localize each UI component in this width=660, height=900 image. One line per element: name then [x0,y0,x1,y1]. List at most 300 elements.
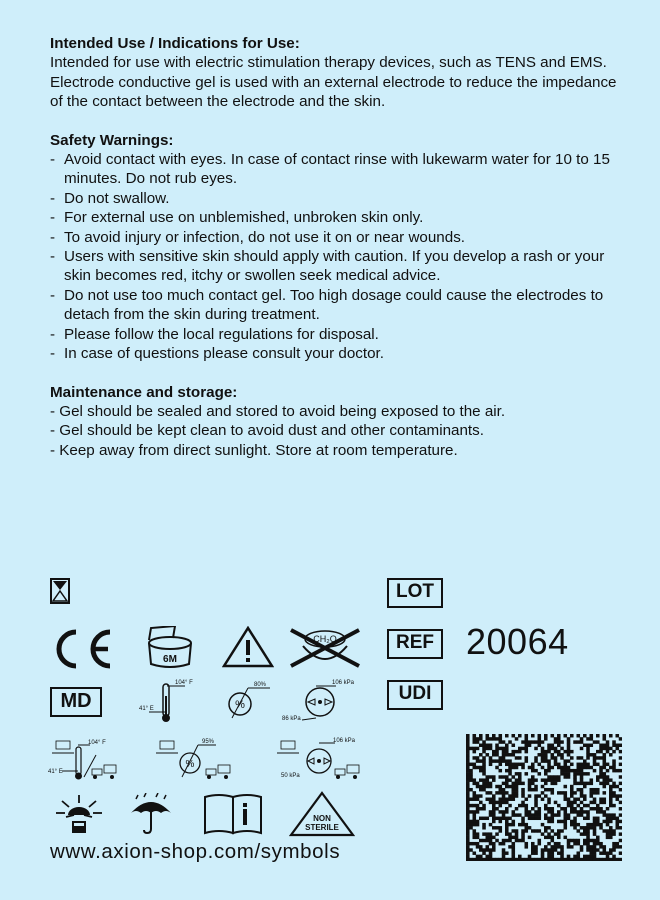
datamatrix-module [473,836,477,839]
datamatrix-module [534,788,538,791]
datamatrix-module [577,855,581,858]
safety-section [50,131,630,364]
datamatrix-module [486,858,490,861]
datamatrix-module [534,759,538,762]
datamatrix-module [521,829,525,832]
datamatrix-module [603,845,607,848]
datamatrix-module [489,842,493,845]
datamatrix-module [505,801,509,804]
datamatrix-module [515,829,519,832]
datamatrix-module [466,820,470,823]
datamatrix-module [554,775,558,778]
datamatrix-module [512,845,516,848]
datamatrix-module [606,817,610,820]
datamatrix-module [599,826,603,829]
datamatrix-module [515,737,519,740]
datamatrix-module [580,848,584,851]
datamatrix-module [596,778,600,781]
datamatrix-module [609,794,613,797]
datamatrix-module [551,807,555,810]
datamatrix-module [528,858,532,861]
datamatrix-module [521,766,525,769]
datamatrix-module [538,858,542,861]
datamatrix-module [466,747,470,750]
datamatrix-module [596,775,600,778]
datamatrix-module [534,845,538,848]
datamatrix-module [473,763,477,766]
datamatrix-module [567,740,571,743]
datamatrix-module [486,848,490,851]
datamatrix-module [534,769,538,772]
datamatrix-module [586,829,590,832]
datamatrix-module [573,855,577,858]
datamatrix-module [531,858,535,861]
datamatrix-module [583,772,587,775]
datamatrix-module [482,788,486,791]
datamatrix-module [567,737,571,740]
datamatrix-module [534,829,538,832]
pressure-icon [282,678,362,724]
datamatrix-module [499,826,503,829]
datamatrix-module [612,791,616,794]
datamatrix-module [479,801,483,804]
datamatrix-module [515,807,519,810]
datamatrix-module [547,826,551,829]
pressure-high-label: 106 kPa [332,680,355,686]
datamatrix-module [612,848,616,851]
datamatrix-module [515,750,519,753]
datamatrix-module [603,734,607,737]
safety-item: - Users with sensitive skin should apply with caution. If you develop a rash or your skin becomes red, itchy or swollen seek medical advice. [50,247,630,286]
datamatrix-module [505,775,509,778]
datamatrix-module [557,744,561,747]
sunlight-icon [54,793,104,835]
datamatrix-module [489,851,493,854]
datamatrix-module [573,791,577,794]
datamatrix-module [476,794,480,797]
datamatrix-module [573,826,577,829]
datamatrix-module [612,785,616,788]
datamatrix-module [619,858,622,861]
datamatrix-module [606,740,610,743]
datamatrix-module [612,858,616,861]
datamatrix-module [603,813,607,816]
datamatrix-module [525,810,529,813]
datamatrix-module [482,772,486,775]
datamatrix-module [609,791,613,794]
datamatrix-module [512,744,516,747]
datamatrix-module [564,785,568,788]
datamatrix-module [603,791,607,794]
datamatrix-module [466,855,470,858]
datamatrix-module [567,747,571,750]
datamatrix-module [560,756,564,759]
datamatrix-module [466,845,470,848]
datamatrix-module [518,778,522,781]
datamatrix-module [570,750,574,753]
datamatrix-module [557,740,561,743]
datamatrix-module [499,858,503,861]
datamatrix-module [505,778,509,781]
datamatrix-module [551,813,555,816]
datamatrix-module [619,756,622,759]
datamatrix-module [547,788,551,791]
datamatrix-module [473,820,477,823]
datamatrix-module [492,826,496,829]
datamatrix-module [528,766,532,769]
datamatrix-module [489,858,493,861]
datamatrix-module [512,782,516,785]
datamatrix-module [603,744,607,747]
datamatrix-module [612,769,616,772]
datamatrix-module [489,744,493,747]
symbols-url[interactable]: www.axion-shop.com/symbols [50,840,341,863]
datamatrix-module [603,829,607,832]
datamatrix-module [551,753,555,756]
datamatrix-module [505,759,509,762]
datamatrix-module [544,769,548,772]
datamatrix-module [508,858,512,861]
datamatrix-module [619,832,622,835]
datamatrix-module [499,759,503,762]
datamatrix-module [512,823,516,826]
datamatrix-module [482,804,486,807]
temp-low-label: 41° E [139,706,154,712]
datamatrix-module [466,813,470,816]
datamatrix-module [554,756,558,759]
datamatrix-module [551,782,555,785]
datamatrix-module [512,810,516,813]
datamatrix-module [492,858,496,861]
datamatrix-module [534,858,538,861]
datamatrix-module [469,810,473,813]
datamatrix-module [593,759,597,762]
datamatrix-module [573,798,577,801]
datamatrix-module [573,858,577,861]
datamatrix-module [583,817,587,820]
datamatrix-module [551,810,555,813]
datamatrix-module [521,791,525,794]
datamatrix-module [534,804,538,807]
datamatrix-module [603,737,607,740]
datamatrix-module [515,794,519,797]
datamatrix-module [508,845,512,848]
datamatrix-module [560,820,564,823]
datamatrix-module [473,810,477,813]
datamatrix-module [538,744,542,747]
datamatrix-module [482,839,486,842]
datamatrix-module [593,826,597,829]
datamatrix-module [590,744,594,747]
datamatrix-module [554,801,558,804]
datamatrix-module [573,807,577,810]
datamatrix-module [599,810,603,813]
datamatrix-module [466,740,470,743]
datamatrix-module [586,813,590,816]
datamatrix-module [560,753,564,756]
datamatrix-module [482,756,486,759]
datamatrix-module [466,801,470,804]
datamatrix-module [476,737,480,740]
datamatrix-module [541,750,545,753]
datamatrix-module [593,820,597,823]
datamatrix-module [508,766,512,769]
datamatrix-module [580,845,584,848]
datamatrix-module [528,782,532,785]
datamatrix-module [502,791,506,794]
datamatrix-module [489,782,493,785]
pressure-low-label: 86 kPa [282,716,301,722]
datamatrix-module [482,766,486,769]
datamatrix-module [596,788,600,791]
datamatrix-module [492,753,496,756]
datamatrix-module [619,845,622,848]
datamatrix-module [583,766,587,769]
datamatrix-module [466,832,470,835]
datamatrix-module [508,769,512,772]
datamatrix-module [606,855,610,858]
datamatrix-module [476,785,480,788]
datamatrix-module [473,737,477,740]
datamatrix-module [492,810,496,813]
datamatrix-module [551,855,555,858]
datamatrix-module [534,756,538,759]
datamatrix-module [567,813,571,816]
datamatrix-module [518,750,522,753]
datamatrix-module [486,753,490,756]
datamatrix-module [586,817,590,820]
datamatrix-module [473,794,477,797]
datamatrix-module [560,848,564,851]
datamatrix-module [531,807,535,810]
datamatrix-module [547,842,551,845]
datamatrix-module [606,820,610,823]
datamatrix-module [505,810,509,813]
datamatrix-module [534,851,538,854]
datamatrix-module [469,826,473,829]
datamatrix-module [609,747,613,750]
datamatrix-module [492,845,496,848]
datamatrix-module [580,791,584,794]
datamatrix-module [593,855,597,858]
datamatrix-module [466,753,470,756]
datamatrix-module [580,756,584,759]
datamatrix-module [505,734,509,737]
datamatrix-module [479,848,483,851]
datamatrix-module [499,829,503,832]
datamatrix-module [525,813,529,816]
datamatrix-module [505,750,509,753]
datamatrix-module [593,798,597,801]
datamatrix-module [505,823,509,826]
datamatrix-module [489,855,493,858]
datamatrix-module [515,785,519,788]
datamatrix-module [492,807,496,810]
datamatrix-module [489,836,493,839]
datamatrix-module [531,842,535,845]
datamatrix-module [473,823,477,826]
datamatrix-module [505,826,509,829]
datamatrix-module [541,851,545,854]
datamatrix-module [557,763,561,766]
datamatrix-module [515,788,519,791]
datamatrix-module [596,839,600,842]
datamatrix-module [528,794,532,797]
datamatrix-module [616,744,620,747]
datamatrix-module [583,734,587,737]
datamatrix-module [482,851,486,854]
datamatrix-module [547,778,551,781]
keep-dry-icon [128,793,174,835]
datamatrix-module [499,810,503,813]
datamatrix-module [492,817,496,820]
datamatrix-module [466,759,470,762]
datamatrix-module [489,737,493,740]
datamatrix-module [534,801,538,804]
datamatrix-module [596,734,600,737]
datamatrix-module [554,737,558,740]
datamatrix-module [593,801,597,804]
datamatrix-module [593,832,597,835]
datamatrix-module [482,763,486,766]
datamatrix-module [593,740,597,743]
datamatrix-module [564,750,568,753]
datamatrix-module [466,798,470,801]
datamatrix-module [580,794,584,797]
datamatrix-module [486,836,490,839]
datamatrix-module [479,788,483,791]
transport-pressure-high-label: 106 kPa [333,738,356,744]
datamatrix-module [612,782,616,785]
safety-item: - Do not use too much contact gel. Too high dosage could cause the electrodes to detach from the skin during treatment. [50,286,630,325]
datamatrix-module [512,763,516,766]
datamatrix-module [590,858,594,861]
datamatrix-module [489,759,493,762]
datamatrix-module [583,858,587,861]
datamatrix-module [531,775,535,778]
datamatrix-module [525,740,529,743]
datamatrix-module [603,798,607,801]
datamatrix-module [534,813,538,816]
datamatrix-module [479,759,483,762]
datamatrix-module [521,839,525,842]
datamatrix-module [492,734,496,737]
datamatrix-module [593,763,597,766]
datamatrix-module [492,798,496,801]
safety-list [50,150,630,363]
datamatrix-module [466,807,470,810]
datamatrix-module [466,763,470,766]
datamatrix-module [593,753,597,756]
datamatrix-module [544,778,548,781]
non-sterile-line2: STERILE [305,823,339,832]
datamatrix-module [508,823,512,826]
datamatrix-module [570,756,574,759]
datamatrix-module [560,766,564,769]
datamatrix-module [586,750,590,753]
safety-item: - Please follow the local regulations for disposal. [50,325,630,344]
thermometer-icon [135,678,205,724]
datamatrix-module [486,785,490,788]
datamatrix-module [495,737,499,740]
datamatrix-module [476,807,480,810]
datamatrix-module [580,763,584,766]
datamatrix-module [538,829,542,832]
datamatrix-module [619,794,622,797]
datamatrix-module [521,836,525,839]
datamatrix-module [525,842,529,845]
datamatrix-module [577,842,581,845]
datamatrix-module [619,769,622,772]
datamatrix-module [593,858,597,861]
datamatrix-module [518,756,522,759]
datamatrix-module [612,750,616,753]
datamatrix-module [590,807,594,810]
datamatrix-module [580,772,584,775]
maintenance-item: - Gel should be kept clean to avoid dust and other contaminants. [50,422,484,440]
datamatrix-module [502,794,506,797]
datamatrix-module [534,747,538,750]
datamatrix-module [492,801,496,804]
datamatrix-module [586,747,590,750]
datamatrix-module [593,851,597,854]
datamatrix-module [512,813,516,816]
datamatrix-module [573,782,577,785]
datamatrix-module [512,851,516,854]
datamatrix-module [476,845,480,848]
datamatrix-module [495,817,499,820]
datamatrix-module [489,823,493,826]
datamatrix-module [590,778,594,781]
datamatrix-module [541,823,545,826]
datamatrix-module [606,769,610,772]
datamatrix-module [512,753,516,756]
datamatrix-module [606,829,610,832]
datamatrix-module [606,858,610,861]
datamatrix-module [495,839,499,842]
datamatrix-module [502,740,506,743]
warning-triangle-icon [222,626,274,668]
datamatrix-module [567,753,571,756]
datamatrix-module [596,842,600,845]
datamatrix-module [554,845,558,848]
datamatrix-module [606,782,610,785]
datamatrix-module [489,747,493,750]
datamatrix-module [473,747,477,750]
datamatrix-module [499,769,503,772]
datamatrix-module [616,769,620,772]
datamatrix-module [596,791,600,794]
datamatrix-module [492,813,496,816]
datamatrix-module [473,817,477,820]
datamatrix-module [580,788,584,791]
datamatrix-module [599,823,603,826]
datamatrix-module [564,826,568,829]
datamatrix-module [570,858,574,861]
datamatrix-module [508,798,512,801]
datamatrix-module [508,778,512,781]
datamatrix-module [590,753,594,756]
datamatrix-module [466,782,470,785]
datamatrix-module [473,756,477,759]
datamatrix-module [538,807,542,810]
no-formaldehyde-icon [285,624,365,670]
datamatrix-module [505,763,509,766]
datamatrix-module [606,778,610,781]
datamatrix-module [593,791,597,794]
datamatrix-module [583,759,587,762]
datamatrix-module [593,842,597,845]
